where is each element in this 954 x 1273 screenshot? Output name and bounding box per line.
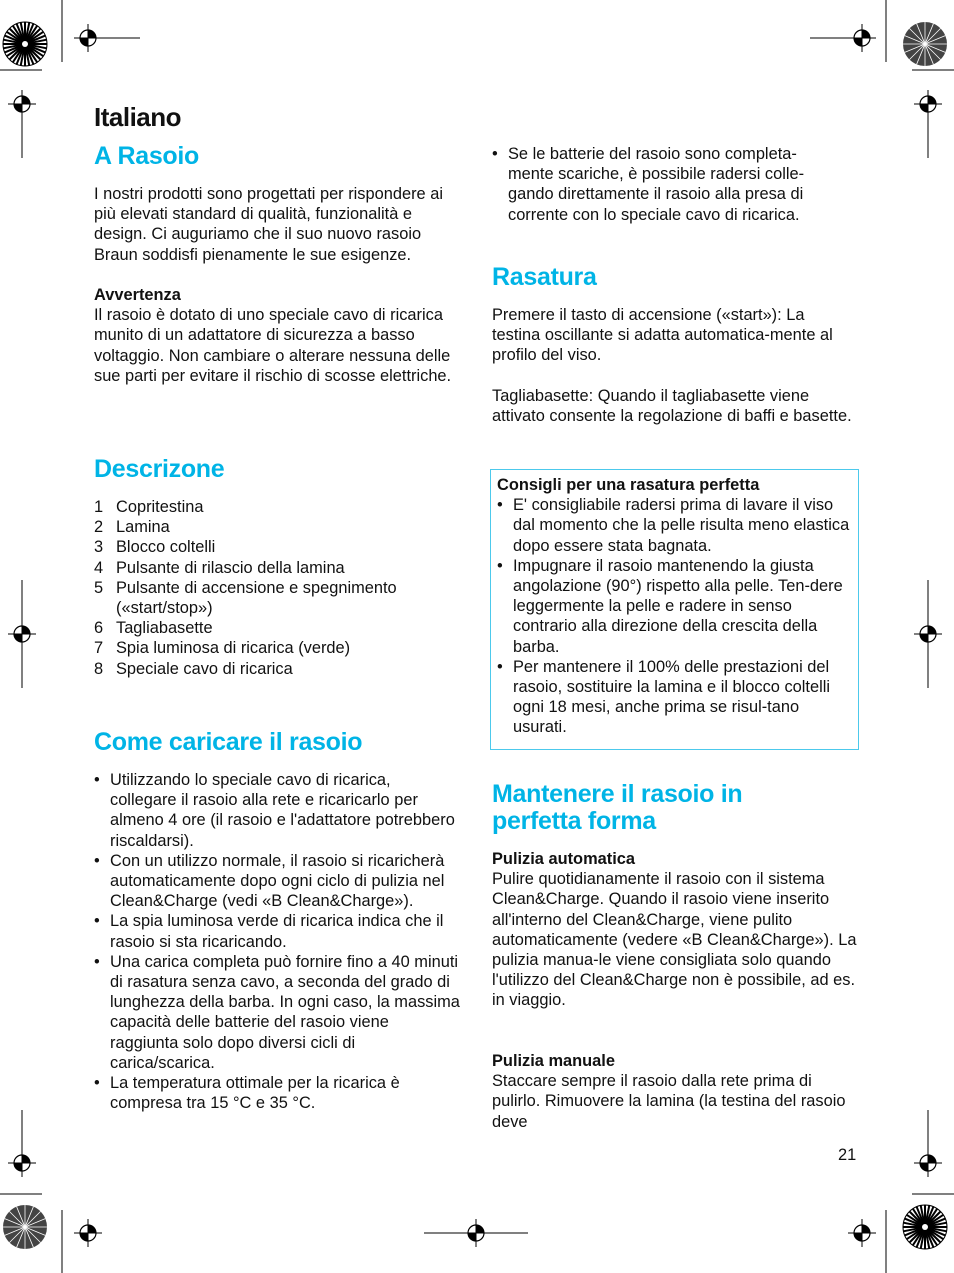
item-label: Copritestina bbox=[116, 498, 204, 516]
shaving-paragraph-2: Tagliabasette: Quando il tagliabasette viene attivato consente la regolazione di baffi e basette. bbox=[492, 387, 852, 426]
item-number: 6 bbox=[94, 619, 104, 638]
list-item: • Utilizzando lo speciale cavo di ricarica, collegare il rasoio alla rete e ricaricarlo per almeno 4 ore (il rasoio e l'adattatore potrebbero riscaldarsi). bbox=[94, 770, 460, 851]
charging-list bbox=[94, 770, 460, 1113]
language-heading: Italiano bbox=[94, 102, 182, 132]
parts-list bbox=[94, 497, 434, 679]
section-title-rasatura: Rasatura bbox=[492, 263, 597, 291]
item-label: Blocco coltelli bbox=[116, 538, 216, 557]
section-title-mantenere: Mantenere il rasoio in perfetta forma bbox=[492, 780, 743, 835]
auto-cleaning-title: Pulizia automatica bbox=[492, 850, 636, 868]
item-label: Lamina bbox=[116, 518, 170, 537]
auto-cleaning-block bbox=[492, 849, 862, 1011]
list-item bbox=[94, 638, 434, 658]
item-number: 2 bbox=[94, 518, 104, 537]
list-item bbox=[94, 558, 434, 578]
list-item: • La spia luminosa verde di ricarica indica che il rasoio si sta ricaricando. bbox=[94, 911, 460, 951]
warning-block bbox=[94, 285, 460, 386]
section-title-rasoio: A Rasoio bbox=[94, 142, 200, 170]
battery-note-list bbox=[492, 144, 837, 225]
list-item bbox=[94, 517, 434, 537]
item-number: 4 bbox=[94, 558, 104, 577]
warning-title: Avvertenza bbox=[94, 286, 181, 304]
tips-list bbox=[497, 495, 852, 737]
list-item bbox=[94, 659, 434, 679]
tips-title: Consigli per una rasatura perfetta bbox=[497, 476, 760, 494]
item-number: 8 bbox=[94, 659, 104, 678]
item-number: 7 bbox=[94, 639, 104, 658]
item-label: Tagliabasette bbox=[116, 619, 213, 638]
intro-paragraph: I nostri prodotti sono progettati per rispondere ai più elevati standard di qualità, funzionalità e design. Ci auguriamo che il suo nuovo rasoio Braun soddisfi pienamente le sue esigenze. bbox=[94, 185, 443, 264]
list-item bbox=[94, 578, 434, 618]
warning-text: Il rasoio è dotato di uno speciale cavo di ricarica munito di un adattatore di sicurezza a basso voltaggio. Non cambiare o alterare nessuna delle sue parti per evitare il rischio di scosse elettriche. bbox=[94, 306, 452, 385]
item-label: Speciale cavo di ricarica bbox=[116, 659, 293, 678]
section-title-descrizione: Descrizone bbox=[94, 455, 225, 483]
list-item bbox=[94, 618, 434, 638]
list-item bbox=[94, 537, 434, 557]
item-label: Pulsante di rilascio della lamina bbox=[116, 558, 345, 577]
list-item: • Una carica completa può fornire fino a 40 minuti di rasatura senza cavo, a seconda del grado di lunghezza della barba. In ogni caso, la massima capacità delle batterie del rasoio viene raggiunta solo dopo diversi cicli di carica/scarica. bbox=[94, 952, 460, 1073]
item-label: Spia luminosa di ricarica (verde) bbox=[116, 639, 351, 658]
manual-cleaning-text: Staccare sempre il rasoio dalla rete prima di pulirlo. Rimuovere la lamina (la testina del rasoio deve bbox=[492, 1072, 846, 1131]
list-item: • Impugnare il rasoio mantenendo la giusta angolazione (90°) rispetto alla pelle. Ten-dere leggermente la pelle e radere in senso contrario alla direzione della crescita della barba. bbox=[497, 556, 852, 657]
list-item: • Con un utilizzo normale, il rasoio si ricaricherà automaticamente dopo ogni ciclo di pulizia nel Clean&Charge (vedi «B Clean&Charge»). bbox=[94, 851, 460, 912]
list-item: • La temperatura ottimale per la ricarica è compresa tra 15 °C e 35 °C. bbox=[94, 1073, 460, 1113]
list-item: • Per mantenere il 100% delle prestazioni del rasoio, sostituire la lamina e il blocco coltelli ogni 18 mesi, anche prima se risul-tano usurati. bbox=[497, 657, 852, 738]
list-item: • E' consigliabile radersi prima di lavare il viso dal momento che la pelle risulta meno elastica dopo essere stata bagnata. bbox=[497, 495, 852, 556]
auto-cleaning-text: Pulire quotidianamente il rasoio con il sistema Clean&Charge. Quando il rasoio viene inserito all'interno del Clean&Charge, viene pulito automaticamente (vedere «B Clean&Charge»). La pulizia manua-le viene consigliata solo quando l'utilizzo del Clean&Charge non è possibile, ad es. in viaggio. bbox=[492, 870, 857, 1010]
page-number: 21 bbox=[838, 1146, 857, 1164]
shaving-paragraph-1: Premere il tasto di accensione («start»): La testina oscillante si adatta automatica-mente al profilo del viso. bbox=[492, 306, 833, 365]
list-item bbox=[94, 497, 434, 517]
manual-cleaning-title: Pulizia manuale bbox=[492, 1052, 615, 1070]
item-number: 3 bbox=[94, 538, 104, 557]
item-number: 1 bbox=[94, 498, 104, 516]
section-title-caricare: Come caricare il rasoio bbox=[94, 728, 363, 756]
tips-box bbox=[490, 469, 859, 750]
item-number: 5 bbox=[94, 578, 104, 597]
item-label: Pulsante di accensione e spegnimento («start/stop») bbox=[116, 578, 397, 618]
manual-cleaning-block bbox=[492, 1051, 862, 1132]
list-item: • Se le batterie del rasoio sono completa-mente scariche, è possibile radersi colle-gando direttamente il rasoio alla presa di corrente con lo speciale cavo di ricarica. bbox=[492, 144, 837, 225]
